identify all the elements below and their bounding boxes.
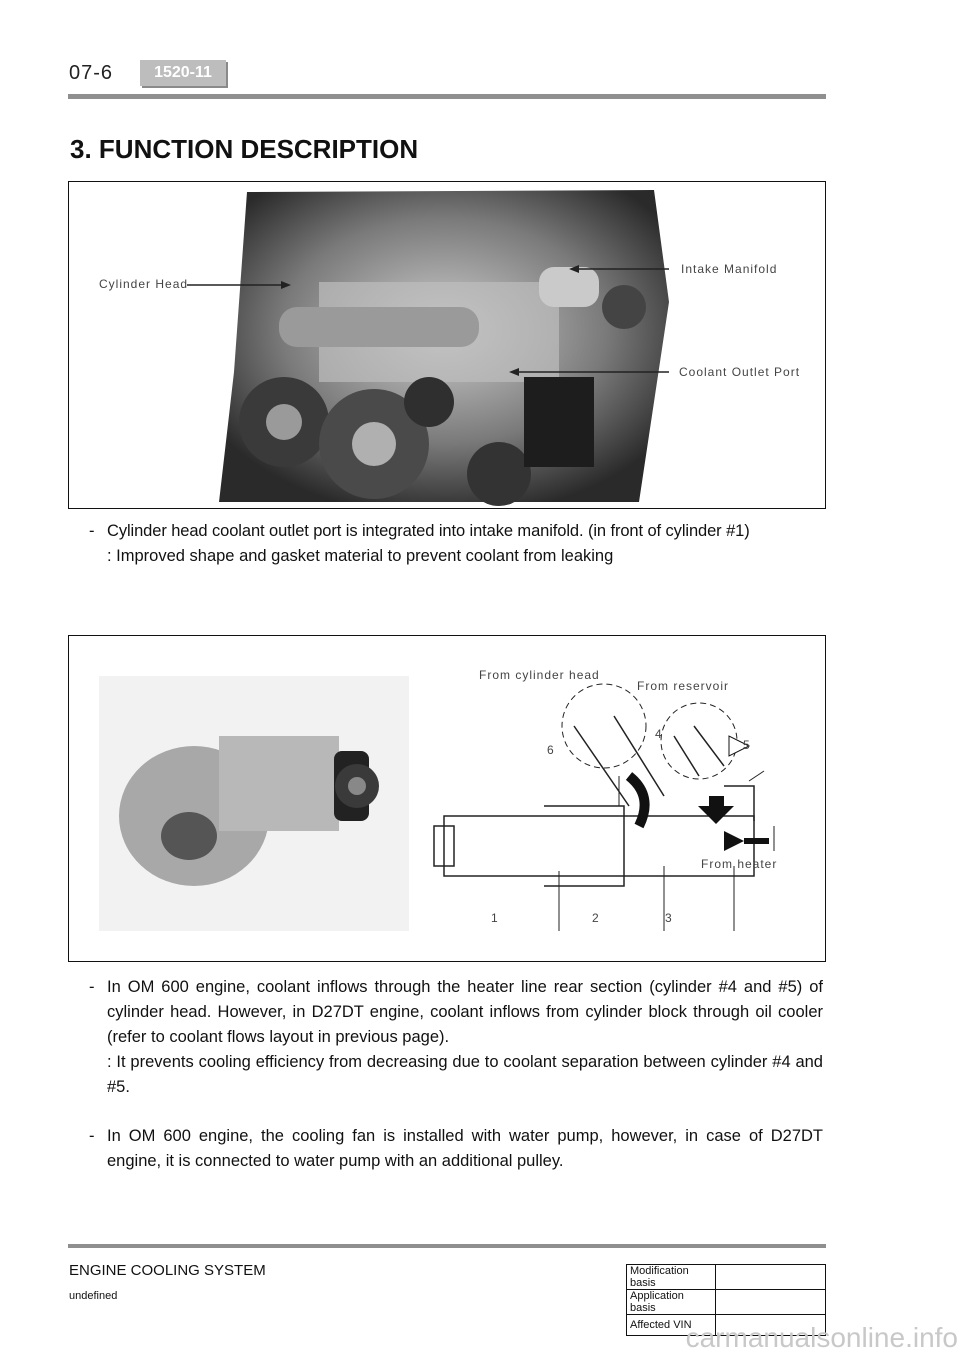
from-cylinder-head-label: From cylinder head bbox=[479, 668, 600, 682]
footer-subtitle: undefined bbox=[69, 1290, 118, 1302]
table-cell-label: Application basis bbox=[627, 1290, 716, 1315]
callout-3: 3 bbox=[665, 911, 673, 925]
table-cell-value bbox=[716, 1290, 826, 1315]
bullet-1-line: Cylinder head coolant outlet port is integrated into intake manifold. (in front of cylinder #1) bbox=[107, 522, 750, 540]
callout-4: 4 bbox=[655, 727, 663, 741]
table-cell-label: Modification basis bbox=[627, 1265, 716, 1290]
cylinder-head-label: Cylinder Head bbox=[99, 277, 189, 291]
bullet-marker: - bbox=[89, 978, 95, 996]
page-number: 07-6 bbox=[69, 62, 114, 84]
engine-figure bbox=[68, 181, 826, 509]
from-reservoir-label: From reservoir bbox=[637, 679, 730, 693]
water-pump-photo bbox=[99, 676, 409, 936]
bullet-2-note: : It prevents cooling efficiency from decreasing due to coolant separation between cylinder #4 and #5. bbox=[107, 1053, 823, 1096]
table-row bbox=[627, 1265, 826, 1290]
bullet-1-note: : Improved shape and gasket material to prevent coolant from leaking bbox=[107, 547, 614, 565]
watermark: carmanualsonline.info bbox=[685, 1322, 958, 1353]
bullet-marker: - bbox=[89, 522, 95, 540]
table-cell-value bbox=[716, 1265, 826, 1290]
callout-5: 5 bbox=[743, 738, 751, 752]
bullet-marker: - bbox=[89, 1127, 95, 1145]
water-pump-figure bbox=[68, 635, 826, 962]
footer-title: ENGINE COOLING SYSTEM bbox=[69, 1262, 266, 1279]
water-pump-section-diagram bbox=[424, 656, 824, 956]
header-rule bbox=[68, 94, 826, 99]
from-heater-label: From heater bbox=[701, 857, 778, 871]
bullet-2-paragraph: In OM 600 engine, coolant inflows through the heater line rear section (cylinder #4 and #5) of cylinder head. However, in D27DT engine, coolant inflows from cylinder block through oil cooler (refer to coolant flows layout in previous page). bbox=[107, 978, 823, 1046]
engine-photo bbox=[69, 182, 825, 508]
bullet-2-text bbox=[107, 975, 823, 1100]
footer-rule bbox=[68, 1244, 826, 1248]
bullet-1-text bbox=[107, 519, 823, 569]
callout-6: 6 bbox=[547, 743, 555, 757]
coolant-outlet-port-label: Coolant Outlet Port bbox=[679, 365, 801, 379]
section-code-badge: 1520-11 bbox=[140, 60, 226, 86]
table-row bbox=[627, 1290, 826, 1315]
callout-1: 1 bbox=[491, 911, 499, 925]
table-cell-label: Affected VIN bbox=[627, 1315, 716, 1336]
bullet-3-paragraph: In OM 600 engine, the cooling fan is installed with water pump, however, in case of D27DT engine, it is connected to water pump with an additional pulley. bbox=[107, 1127, 823, 1170]
intake-manifold-label: Intake Manifold bbox=[681, 262, 778, 276]
callout-2: 2 bbox=[592, 911, 600, 925]
bullet-3-text bbox=[107, 1124, 823, 1174]
section-title: 3. FUNCTION DESCRIPTION bbox=[70, 134, 419, 164]
